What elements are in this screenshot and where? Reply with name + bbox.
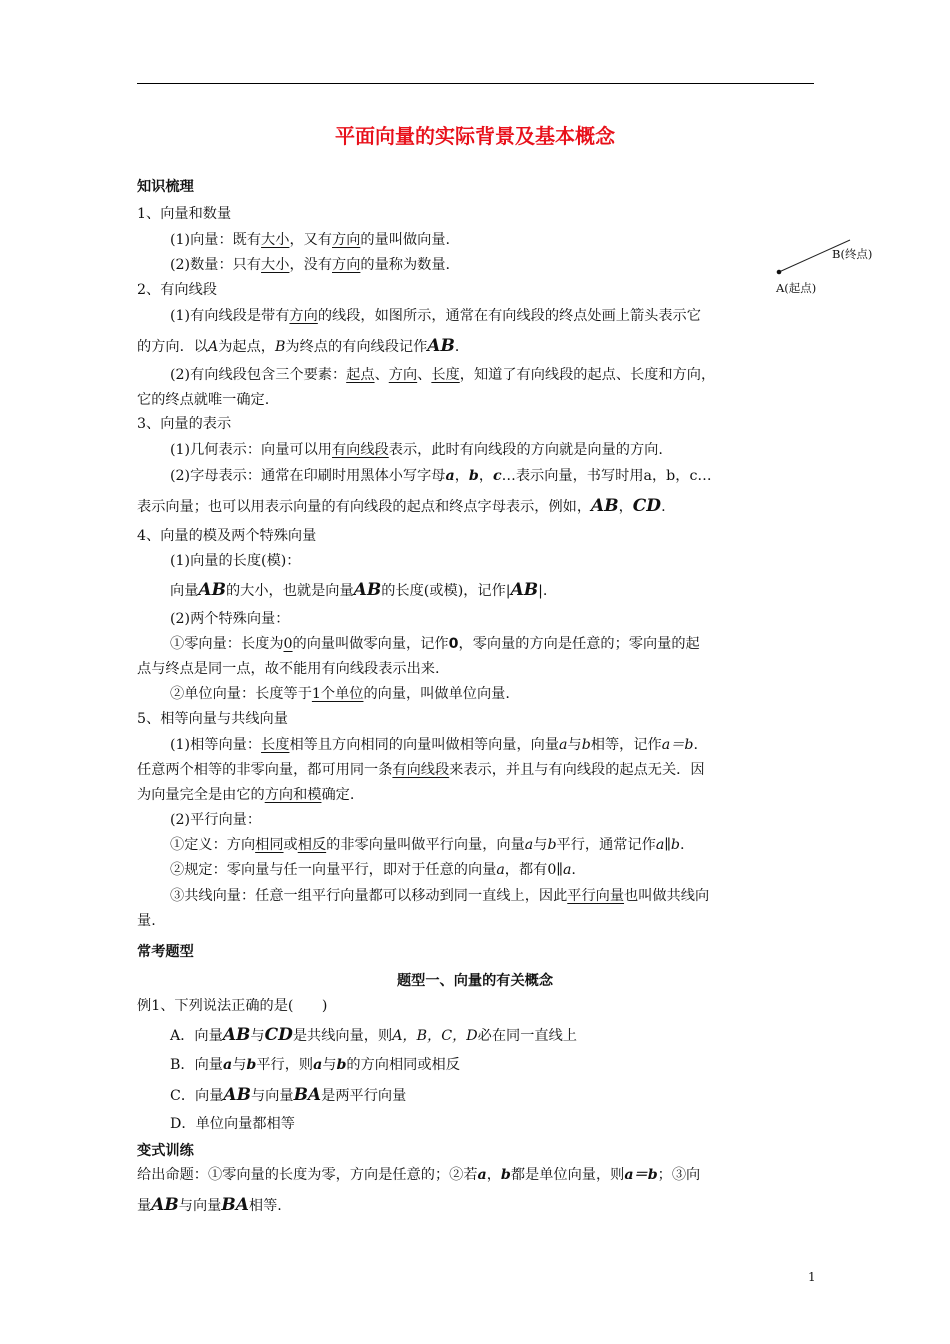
s2-line4: 它的终点就唯一确定.: [137, 392, 270, 408]
s5-line7: ③共线向量：任意一组平行向量都可以移动到同一直线上，因此平行向量也叫做共线向: [170, 888, 710, 904]
directed-segment-figure: [770, 238, 900, 300]
vector-CD: CD: [632, 496, 662, 516]
s4-line4: ①零向量：长度为0的向量叫做零向量，记作0，零向量的方向是任意的；零向量的起: [170, 636, 700, 652]
vector-AB: AB: [510, 580, 539, 600]
s5-line1: (1)相等向量：长度相等且方向相同的向量叫做相等向量，向量a与b相等，记作a＝b.: [170, 737, 698, 753]
s1-line1: (1)向量：既有大小，又有方向的量叫做向量.: [170, 232, 451, 248]
page-title: 平面向量的实际背景及基本概念: [335, 124, 615, 148]
vector-AB: AB: [223, 1085, 251, 1105]
type-one-heading: 题型一、向量的有关概念: [396, 973, 554, 989]
vector-CD: CD: [264, 1025, 293, 1045]
vector-BA: BA: [293, 1085, 322, 1105]
end-point-label: B(终点): [832, 247, 873, 261]
s3-line1: (1)几何表示：向量可以用有向线段表示，此时有向线段的方向就是向量的方向.: [170, 442, 663, 458]
vector-AB: AB: [222, 1025, 251, 1045]
vector-AB: AB: [198, 580, 226, 600]
vector-AB: AB: [591, 496, 619, 516]
section-heading-common: 常考题型: [137, 944, 194, 960]
option-a: A．向量AB与CD是共线向量，则A，B，C，D必在同一直线上: [170, 1025, 577, 1045]
s5-line6: ②规定：零向量与任一向量平行，即对于任意的向量a，都有0∥a.: [170, 862, 576, 878]
s5-line5: ①定义：方向相同或相反的非零向量叫做平行向量，向量a与b平行，通常记作a∥b.: [170, 837, 685, 853]
s3-line2: (2)字母表示：通常在印刷时用黑体小写字母a，b，c…表示向量，书写时用a，b，c…: [170, 468, 712, 484]
s4-line6: ②单位向量：长度等于1个单位的向量，叫做单位向量.: [170, 686, 510, 702]
top-rule: [137, 83, 814, 84]
s5-heading: 5、相等向量与共线向量: [137, 711, 288, 727]
s2-line2: 的方向．以A为起点，B为终点的有向线段记作AB．: [137, 336, 470, 356]
vector-AB: AB: [427, 336, 455, 356]
section-heading-knowledge: 知识梳理: [137, 179, 194, 195]
vector-AB: AB: [353, 580, 382, 600]
practice-line1: 给出命题：①零向量的长度为零，方向是任意的；②若a，b都是单位向量，则a＝b；③向: [137, 1167, 701, 1183]
s5-line2: 任意两个相等的非零向量，都可用同一条有向线段来表示，并且与有向线段的起点无关．因: [137, 762, 705, 778]
s4-heading: 4、向量的模及两个特殊向量: [137, 528, 317, 544]
vector-BA: BA: [221, 1195, 249, 1215]
s2-line1: (1)有向线段是带有方向的线段，如图所示，通常在有向线段的终点处画上箭头表示它: [170, 308, 701, 324]
start-point: [777, 270, 782, 275]
s2-heading: 2、有向线段: [137, 282, 217, 298]
s1-line2: (2)数量：只有大小，没有方向的量称为数量.: [170, 257, 451, 273]
s4-line2: 向量AB的大小，也就是向量AB的长度(或模)，记作|AB|.: [170, 580, 548, 600]
section-heading-practice: 变式训练: [137, 1143, 194, 1159]
s4-line1: (1)向量的长度(模)：: [170, 553, 301, 569]
s1-heading: 1、向量和数量: [137, 206, 232, 222]
example-1-question: 例1、下列说法正确的是( ): [137, 998, 328, 1014]
s4-line3: (2)两个特殊向量：: [170, 611, 290, 627]
s4-line5: 点与终点是同一点，故不能用有向线段表示出来.: [137, 661, 440, 677]
vector-AB: AB: [151, 1195, 179, 1215]
s3-heading: 3、向量的表示: [137, 416, 232, 432]
s3-line3: 表示向量；也可以用表示向量的有向线段的起点和终点字母表示，例如，AB，CD.: [137, 496, 666, 516]
option-b: B．向量a与b平行，则a与b的方向相同或相反: [170, 1057, 460, 1073]
s5-line8: 量.: [137, 913, 156, 929]
start-point-label: A(起点): [776, 281, 817, 295]
s2-line3: (2)有向线段包含三个要素：起点、方向、长度，知道了有向线段的起点、长度和方向，: [170, 367, 716, 383]
option-d: D．单位向量都相等: [170, 1116, 295, 1132]
s5-line3: 为向量完全是由它的方向和模确定.: [137, 787, 355, 803]
option-c: C．向量AB与向量BA是两平行向量: [170, 1085, 407, 1105]
page-number: 1: [808, 1270, 816, 1284]
practice-line2: 量AB与向量BA相等.: [137, 1195, 282, 1215]
s5-line4: (2)平行向量：: [170, 812, 262, 828]
